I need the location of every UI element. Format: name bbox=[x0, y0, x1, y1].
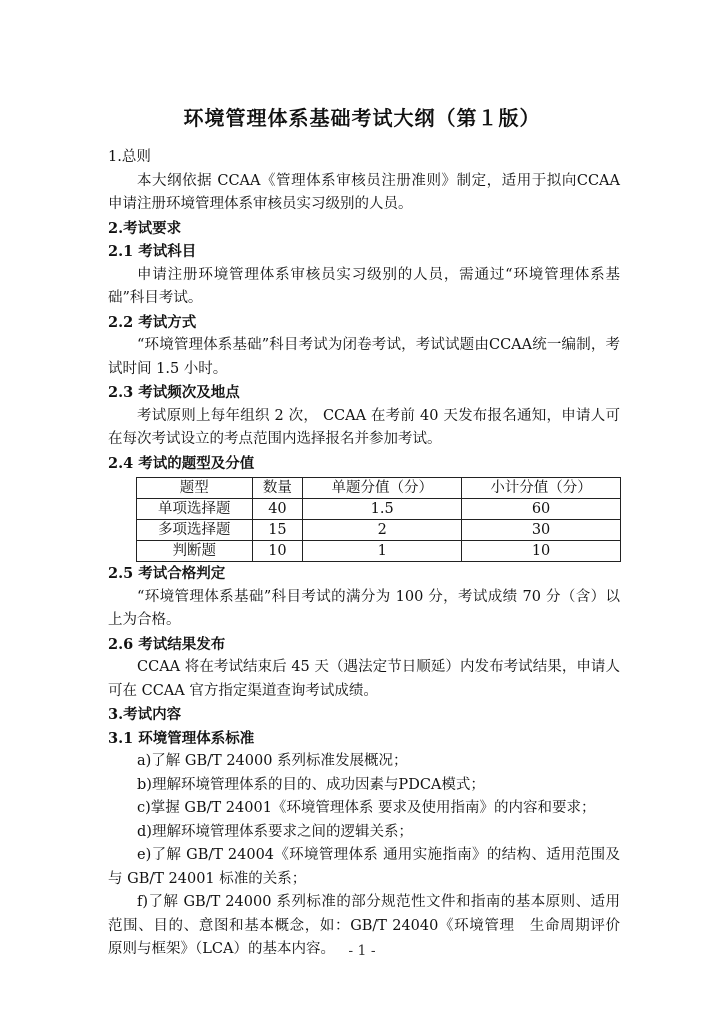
table-header-cell: 小计分值（分） bbox=[462, 478, 621, 499]
table-cell: 单项选择题 bbox=[137, 499, 253, 520]
section-2-6-heading: 2.6 考试结果发布 bbox=[108, 635, 226, 653]
section-1-heading: 1.总则 bbox=[108, 149, 151, 165]
table-cell: 30 bbox=[462, 520, 621, 541]
table-cell: 1.5 bbox=[303, 499, 462, 520]
section-2-3-paragraph: 考试原则上每年组织 2 次， CCAA 在考前 40 天发布报名通知，申请人可在每次考试设立的考点范围内选择报名并参加考试。 bbox=[108, 407, 620, 447]
table-header-cell: 单题分值（分） bbox=[303, 478, 462, 499]
table-cell: 1 bbox=[303, 541, 462, 562]
table-row bbox=[137, 520, 621, 541]
section-2-4-heading: 2.4 考试的题型及分值 bbox=[108, 454, 255, 472]
section-2-2-paragraph: “环境管理体系基础”科目考试为闭卷考试，考试试题由CCAA统一编制，考试时间 1.5 小时。 bbox=[108, 337, 620, 377]
table-cell: 60 bbox=[462, 499, 621, 520]
table-header-cell: 题型 bbox=[137, 478, 253, 499]
table-cell: 15 bbox=[252, 520, 303, 541]
section-2-5-heading: 2.5 考试合格判定 bbox=[108, 565, 226, 582]
table-row bbox=[137, 541, 621, 562]
section-2-2-heading: 2.2 考试方式 bbox=[108, 313, 197, 331]
list-item: e)了解 GB/T 24004《环境管理体系 通用实施指南》的结构、适用范围及与 GB/T 24001 标准的关系； bbox=[108, 847, 620, 887]
section-2-6-paragraph: CCAA 将在考试结束后 45 天（遇法定节日顺延）内发布考试结果，申请人可在 CCAA 官方指定渠道查询考试成绩。 bbox=[108, 659, 620, 699]
table-row bbox=[137, 499, 621, 520]
table-cell: 多项选择题 bbox=[137, 520, 253, 541]
section-2-3-heading: 2.3 考试频次及地点 bbox=[108, 384, 240, 401]
document-body bbox=[108, 146, 620, 962]
list-item: f)了解 GB/T 24000 系列标准的部分规范性文件和指南的基本原则、适用范围、目的、意图和基本概念，如：GB/T 24040《环境管理 生命周期评价 原则与框架》（LCA）的基本内容。 bbox=[108, 894, 620, 957]
section-2-1-paragraph: 申请注册环境管理体系审核员实习级别的人员，需通过“环境管理体系基础”科目考试。 bbox=[108, 266, 620, 306]
list-item: a)了解 GB/T 24000 系列标准发展概况； bbox=[137, 753, 408, 769]
section-1-paragraph: 本大纲依据 CCAA《管理体系审核员注册准则》制定，适用于拟向CCAA 申请注册环境管理体系审核员实习级别的人员。 bbox=[108, 172, 620, 212]
table-cell: 40 bbox=[252, 499, 303, 520]
table-cell: 2 bbox=[303, 520, 462, 541]
list-item: c)掌握 GB/T 24001《环境管理体系 要求及使用指南》的内容和要求； bbox=[137, 800, 596, 816]
section-2-heading: 2.考试要求 bbox=[108, 219, 182, 237]
page-number: - 1 - bbox=[348, 943, 376, 959]
document-title: 环境管理体系基础考试大纲（第１版） bbox=[183, 106, 541, 130]
section-2-5-paragraph: “环境管理体系基础”科目考试的满分为 100 分，考试成绩 70 分（含）以上为合格。 bbox=[108, 588, 620, 628]
table-cell: 10 bbox=[252, 541, 303, 562]
list-item: b)理解环境管理体系的目的、成功因素与PDCA模式； bbox=[137, 776, 485, 793]
score-table bbox=[136, 477, 621, 562]
section-3-1-heading: 3.1 环境管理体系标准 bbox=[108, 729, 255, 747]
section-2-1-heading: 2.1 考试科目 bbox=[108, 243, 197, 260]
table-header-row bbox=[137, 478, 621, 499]
section-3-heading: 3.考试内容 bbox=[108, 706, 182, 723]
list-item: d)理解环境管理体系要求之间的逻辑关系； bbox=[137, 823, 413, 840]
table-cell: 判断题 bbox=[137, 541, 253, 562]
table-cell: 10 bbox=[462, 541, 621, 562]
table-header-cell: 数量 bbox=[252, 478, 303, 499]
